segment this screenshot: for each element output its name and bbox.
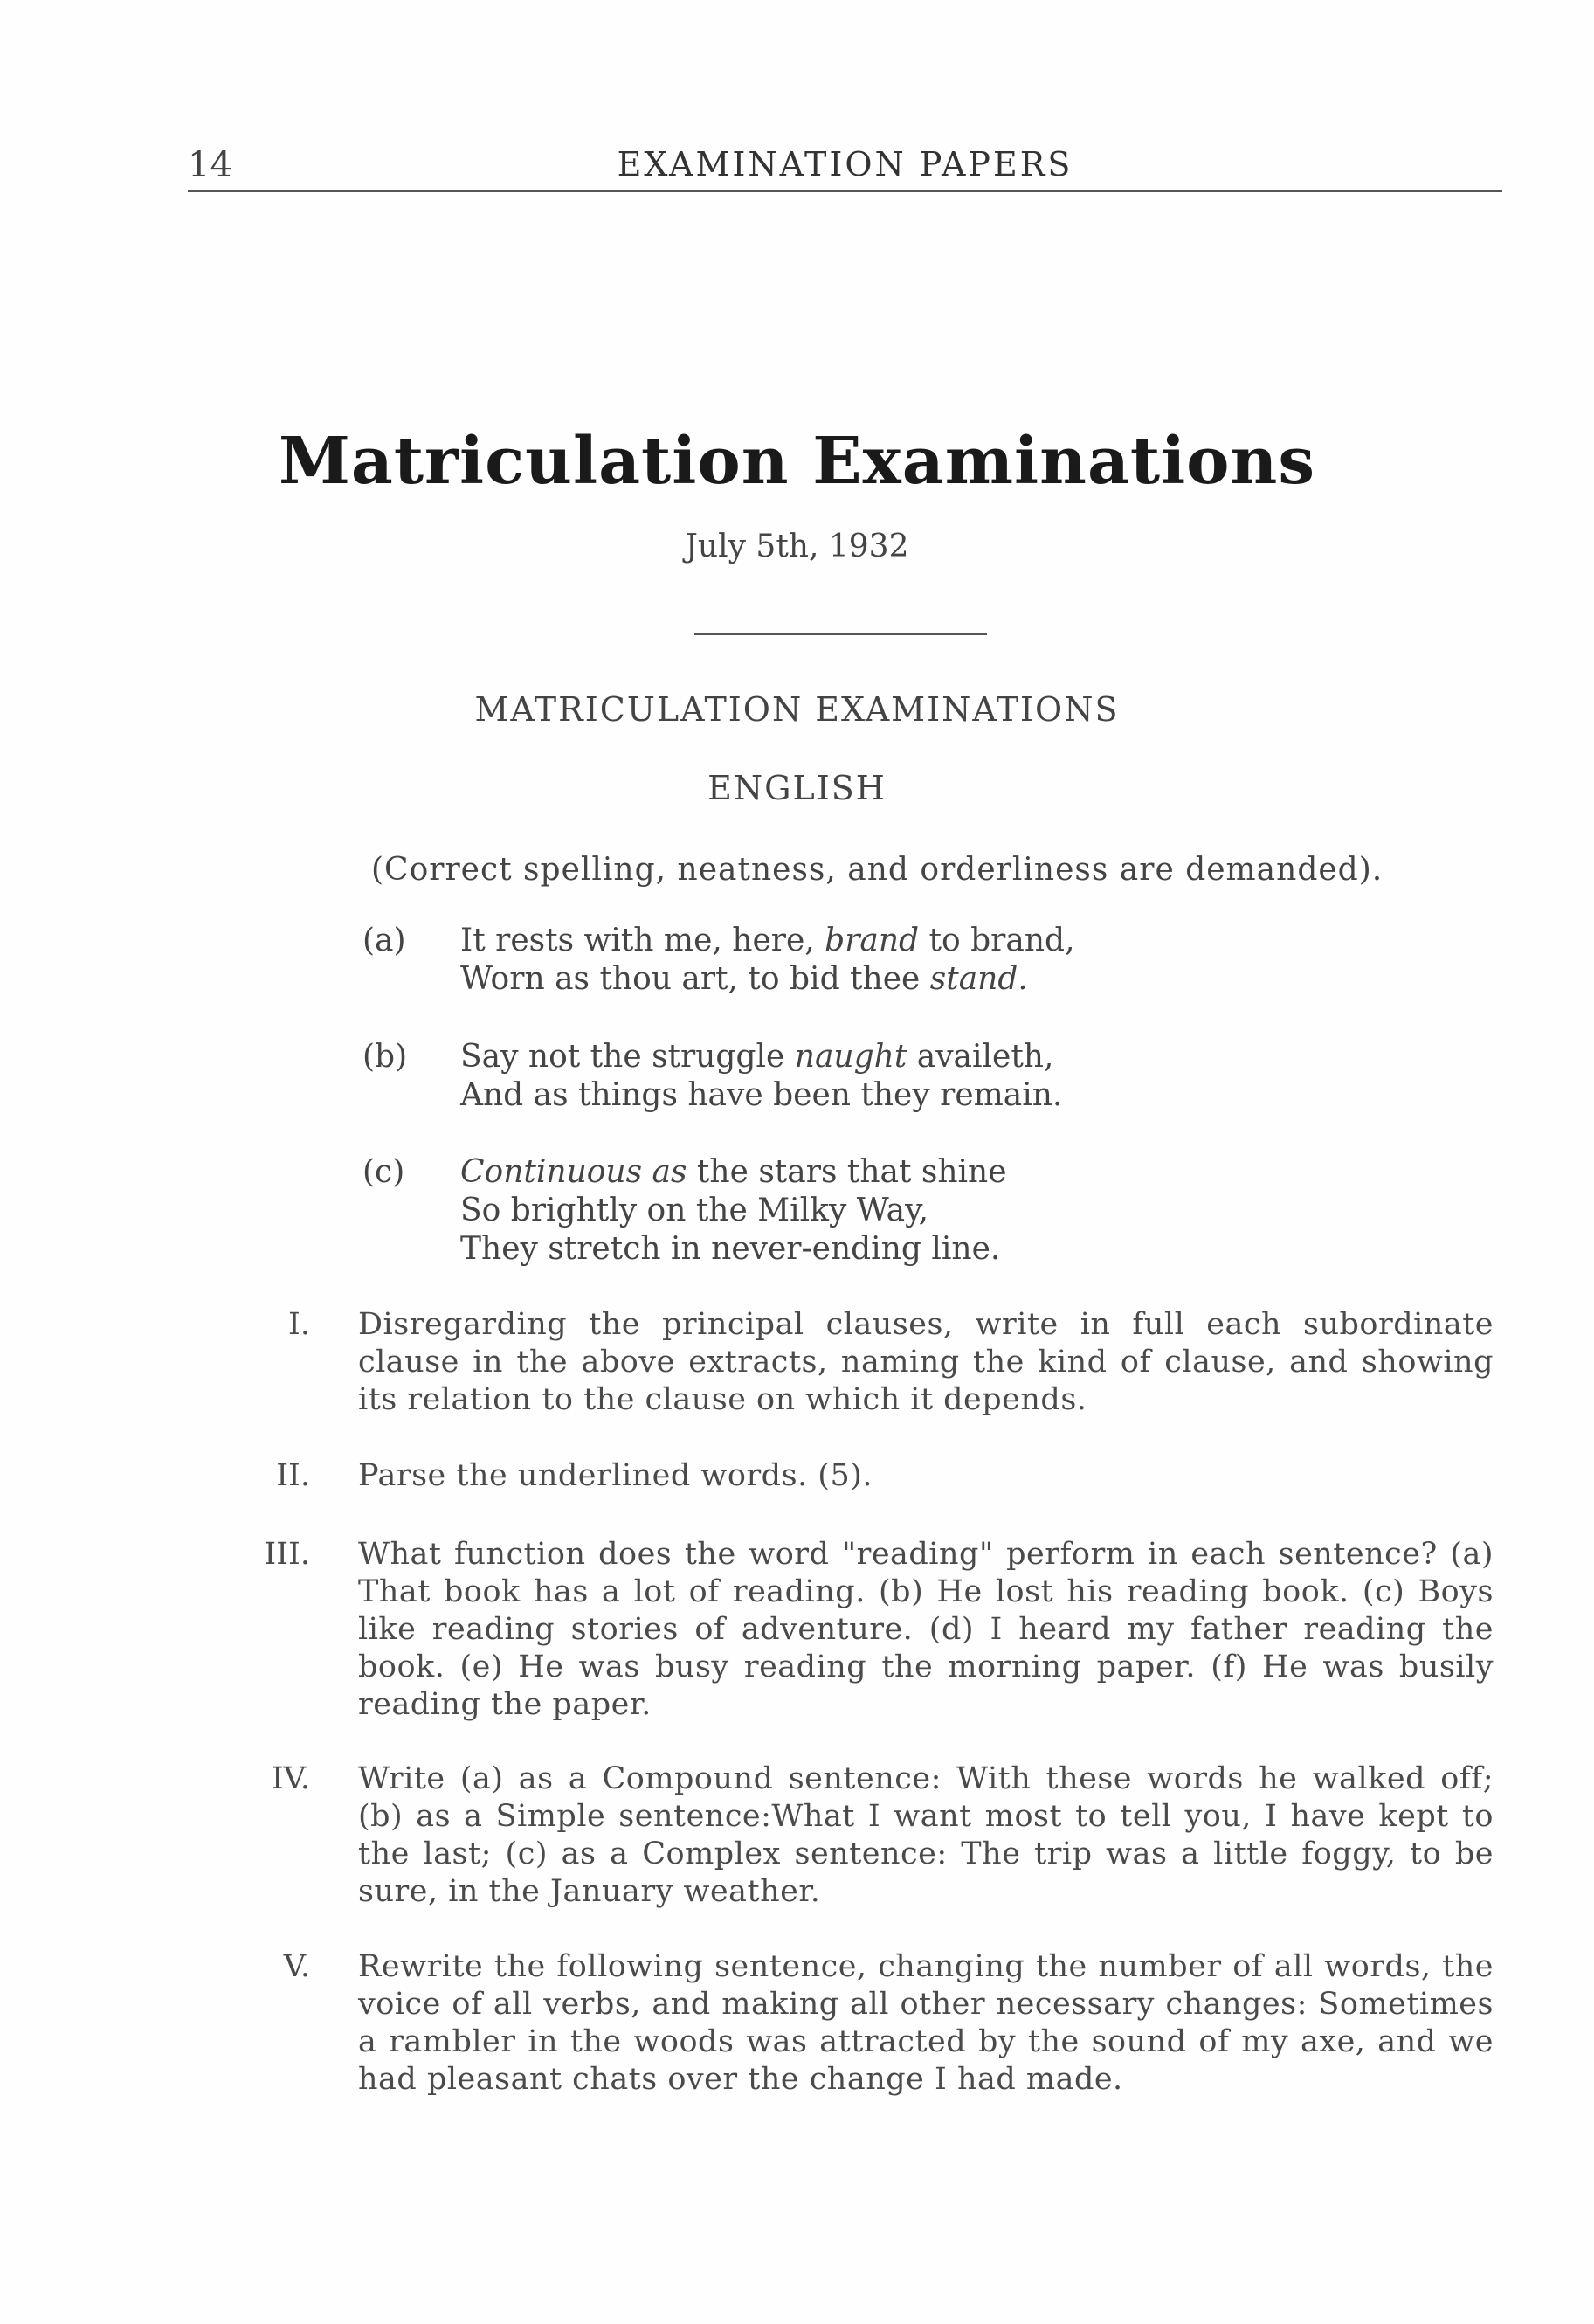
page-number: 14	[188, 145, 232, 185]
question-number: III.	[264, 1537, 310, 1572]
underlined-word: brand	[825, 923, 920, 958]
page-title: Matriculation Examinations	[278, 424, 1316, 499]
question-number: IV.	[271, 1761, 310, 1796]
extract-line: It rests with me, here, brand to brand,	[460, 923, 1075, 958]
underlined-word: stand.	[929, 961, 1028, 997]
extract-line: Continuous as the stars that shine	[460, 1154, 1007, 1190]
extract-line: And as things have been they remain.	[460, 1077, 1063, 1113]
extract-line: They stretch in never-ending line.	[460, 1231, 1001, 1267]
extract-line: Worn as thou art, to bid thee stand.	[460, 961, 1028, 997]
exam-date: July 5th, 1932	[685, 529, 909, 564]
extract-line: Say not the struggle naught availeth,	[460, 1039, 1054, 1075]
extract-label: (c)	[362, 1154, 405, 1190]
question-number: I.	[288, 1307, 310, 1342]
question-text: Rewrite the following sentence, changing the number of all words, the voice of all verbs, and making all other necessary changes: Sometimes a rambler in the woods was attracted by the sound of my axe, and we had pleasant chats over the change I had made.	[358, 1949, 1494, 2097]
instruction-note: (Correct spelling, neatness, and orderliness are demanded).	[371, 852, 1384, 888]
title-divider	[694, 633, 987, 635]
underlined-word: Continuous as	[460, 1154, 687, 1190]
running-header	[188, 140, 1502, 192]
running-title: EXAMINATION PAPERS	[617, 145, 1073, 183]
question-number: V.	[283, 1949, 310, 1984]
section-heading: MATRICULATION EXAMINATIONS	[474, 690, 1120, 729]
subject-heading: ENGLISH	[707, 769, 887, 807]
extract-label: (b)	[362, 1039, 408, 1075]
question-text: What function does the word "reading" perform in each sentence? (a) That book has a lot of reading. (b) He lost his reading book. (c) Boys like reading stories of adventure. (d) I heard my father reading the book. (e) He was busy reading the morning paper. (f) He was busily reading the paper.	[358, 1537, 1494, 1722]
question-number: II.	[276, 1458, 310, 1493]
question-text: Parse the underlined words. (5).	[358, 1458, 873, 1493]
underlined-word: naught	[794, 1039, 907, 1075]
extract-label: (a)	[362, 923, 406, 958]
question-text: Write (a) as a Compound sentence: With these words he walked off; (b) as a Simple sentence:What I want most to tell you, I have kept to the last; (c) as a Complex sentence: The trip was a little foggy, to be sure, in the January weather.	[358, 1761, 1494, 1909]
question-text: Disregarding the principal clauses, write in full each subordinate clause in the above extracts, naming the kind of clause, and showing its relation to the clause on which it depends.	[358, 1307, 1494, 1417]
extract-line: So brightly on the Milky Way,	[460, 1193, 929, 1228]
